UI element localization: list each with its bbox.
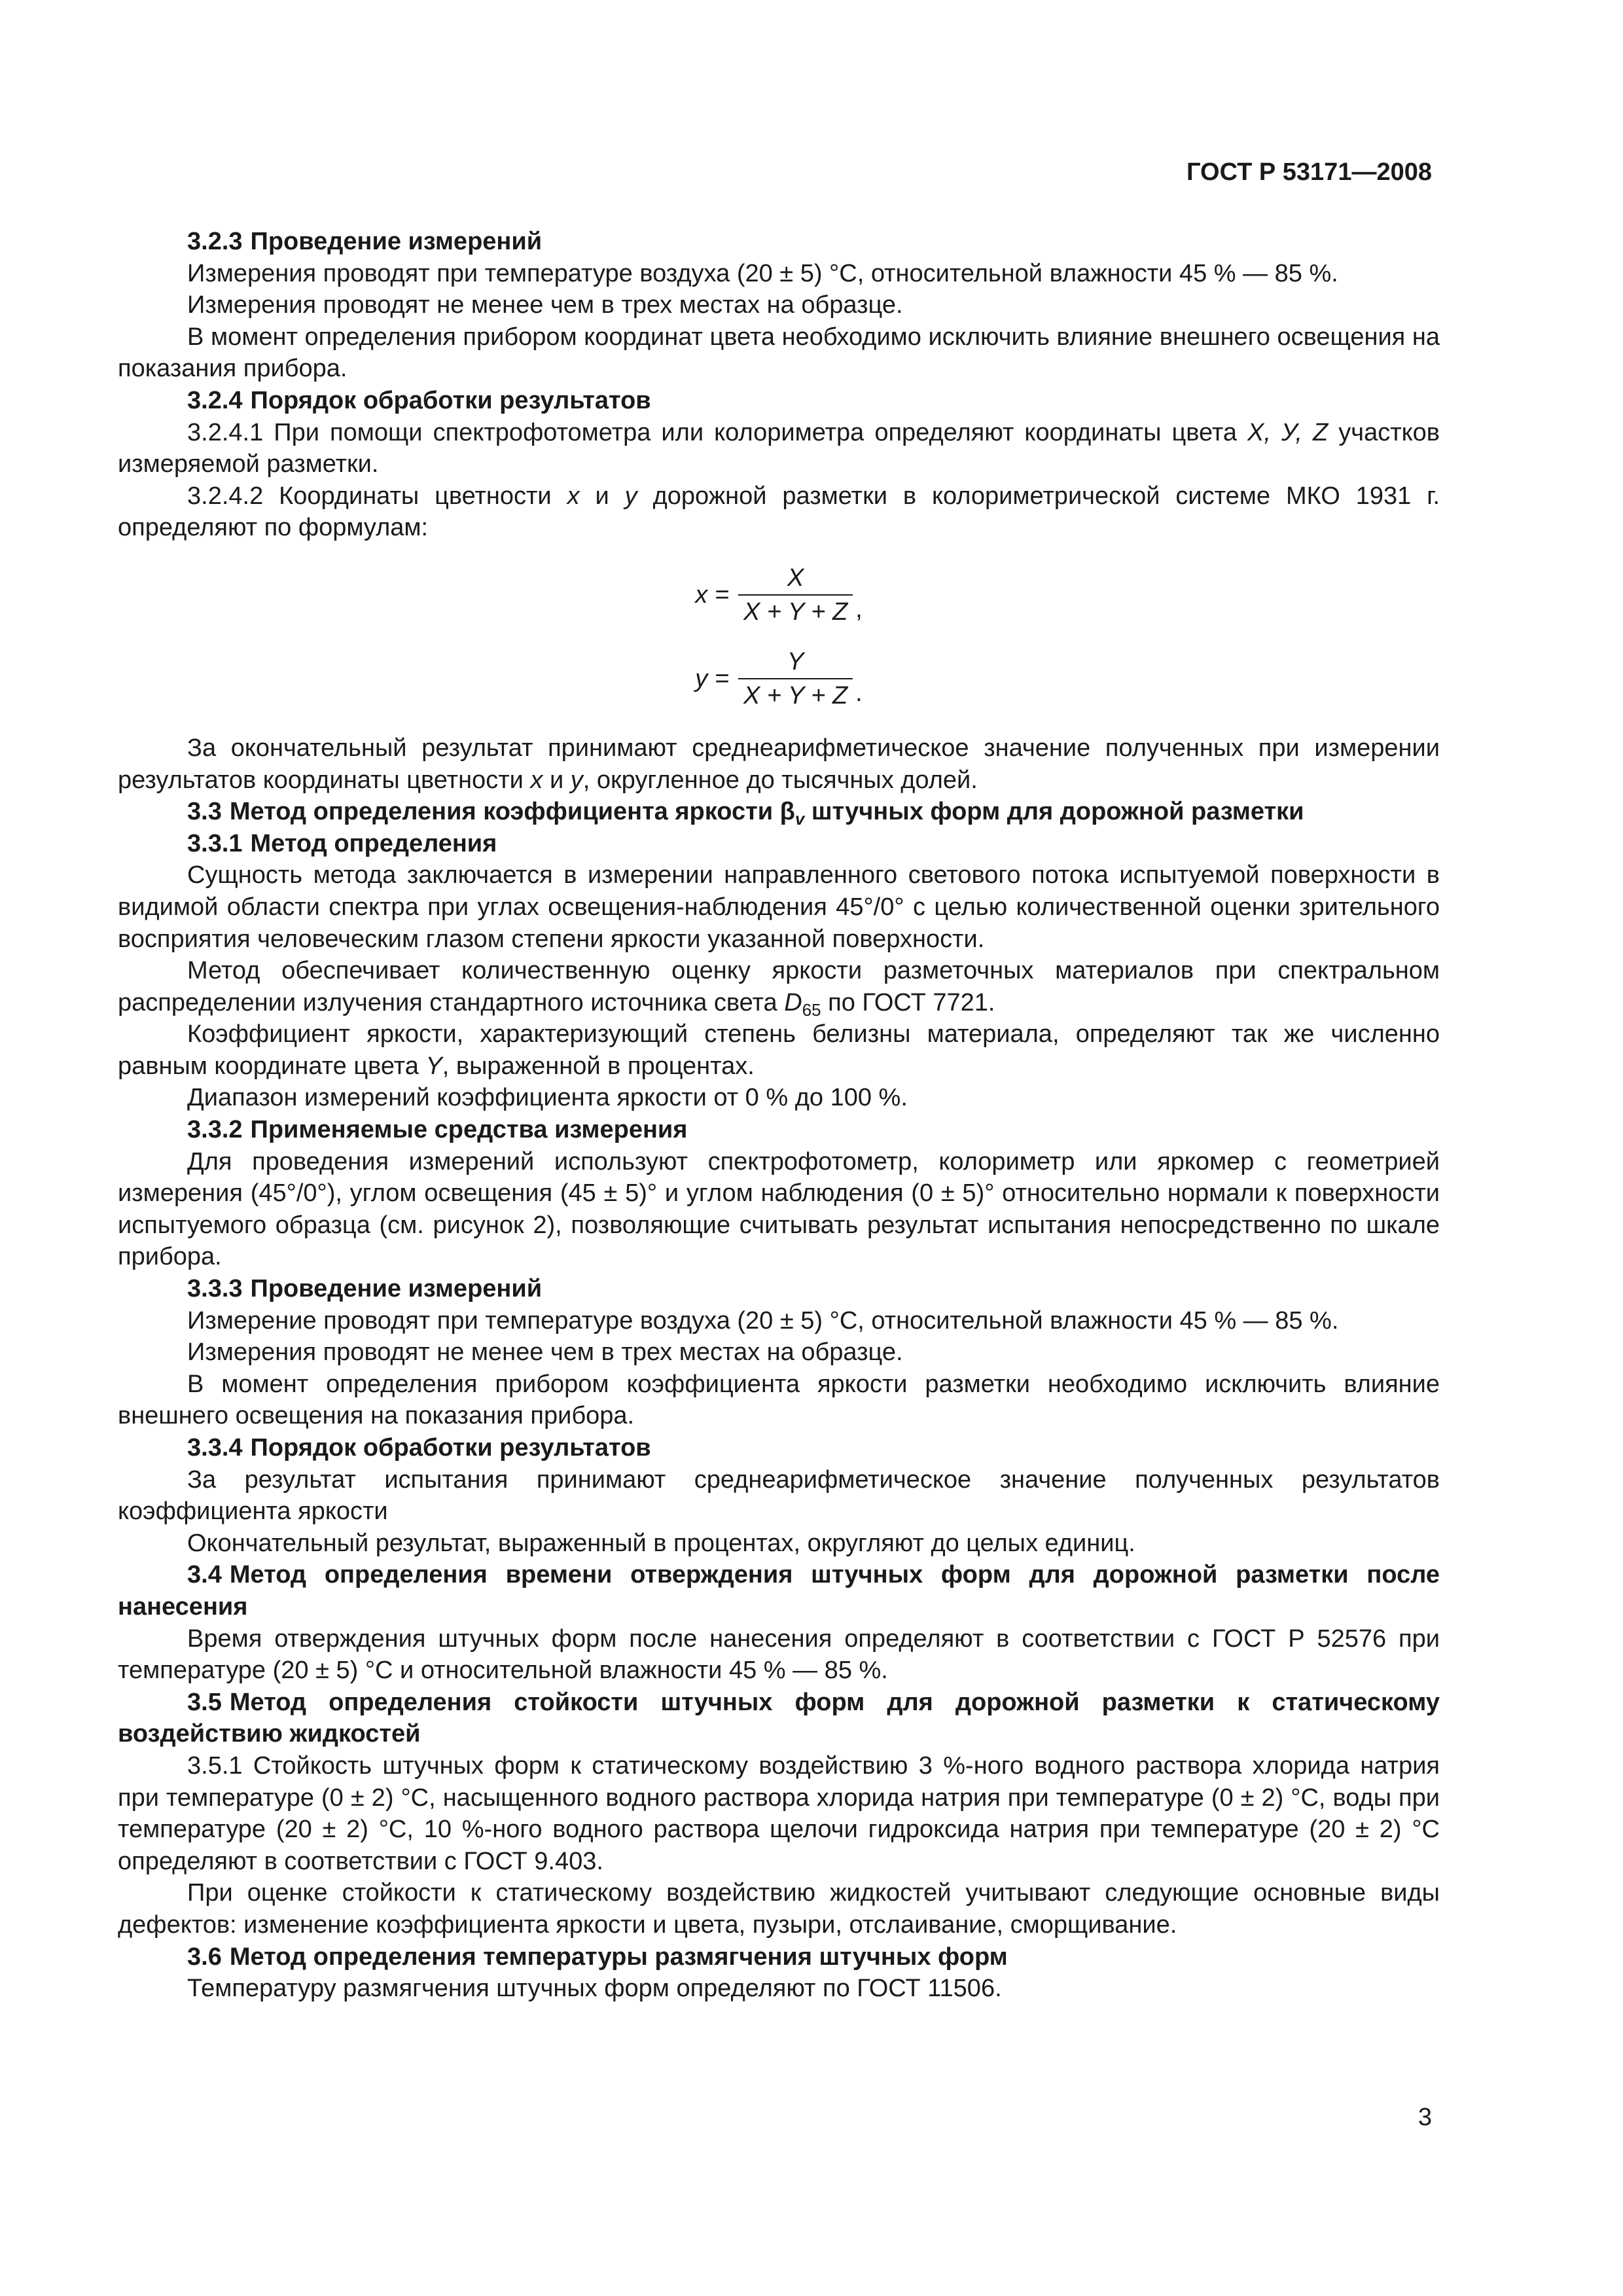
section-title: Метод определения стойкости штучных форм для дорожной разметки к статическому воздействию жидкостей	[118, 1688, 1440, 1748]
formula	[118, 637, 1440, 721]
paragraph: Измерения проводят не менее чем в трех местах на образце.	[187, 1338, 903, 1367]
formula-lhs: x =	[695, 581, 730, 609]
section-heading	[118, 1273, 1440, 1305]
paragraph: Температуру размягчения штучных форм определяют по ГОСТ 11506.	[187, 1975, 1002, 2003]
fraction-denominator: X + Y + Z	[738, 594, 853, 628]
section-title: Метод определения времени отверждения штучных форм для дорожной разметки после нанесения	[118, 1561, 1440, 1621]
fraction	[738, 645, 853, 712]
paragraph: Измерение проводят при температуре воздуха (20 ± 5) °С, относительной влажности 45 % — 85 %.	[187, 1306, 1339, 1335]
formula-block	[118, 553, 1440, 721]
section-number: 3.3.2	[187, 1116, 243, 1144]
paragraph: За окончательный результат принимают среднеарифметическое значение полученных при измерении результатов координаты цветности x и y, округленное до тысячных долей.	[118, 734, 1440, 794]
paragraph: Окончательный результат, выраженный в процентах, округляют до целых единиц.	[187, 1529, 1135, 1557]
section-heading	[118, 1114, 1440, 1146]
fraction	[738, 562, 853, 628]
section-heading	[118, 796, 1440, 828]
paragraph: Время отверждения штучных форм после нанесения определяют в соответствии с ГОСТ Р 52576 при температуре (20 ± 5) °С и относительной влажности 45 % — 85 %.	[118, 1624, 1440, 1685]
paragraph: При оценке стойкости к статическому воздействию жидкостей учитывают следующие основные виды дефектов: изменение коэффициента яркости и цвета, пузыри, отслаивание, сморщивание.	[118, 1879, 1440, 1939]
section-number: 3.2.3	[187, 228, 243, 255]
section-title: Проведение измерений	[250, 1275, 543, 1303]
section-title: Метод определения температуры размягчения штучных форм	[229, 1943, 1008, 1971]
paragraph: Коэффициент яркости, характеризующий степень белизны материала, определяют так же численно равным координате цвета Y, выраженной в процентах.	[118, 1020, 1440, 1080]
paragraph: 3.2.4.2 Координаты цветности x и y дорожной разметки в колориметрической системе МКО 1931 г. определяют по формулам:	[118, 482, 1440, 542]
section-title: Порядок обработки результатов	[250, 1434, 651, 1462]
fraction-numerator: X	[787, 564, 804, 592]
fraction-denominator: X + Y + Z	[738, 678, 853, 712]
document-body	[118, 226, 1440, 2005]
paragraph: 3.2.4.1 При помощи спектрофотометра или колориметра определяют координаты цвета X, У, Z участков измеряемой разметки.	[118, 418, 1440, 478]
section-title: Порядок обработки результатов	[250, 386, 651, 414]
paragraph: 3.5.1 Стойкость штучных форм к статическому воздействию 3 %-ного водного раствора хлорида натрия при температуре (0 ± 2) °С, насыщенного водного раствора хлорида натрия при температуре (0 ± 2) °С, воды при температуре (20 ± 2) °С, 10 %-ного водного раствора щелочи гидроксида натрия при температуре (20 ± 2) °С определяют в соответствии с ГОСТ 9.403.	[118, 1751, 1440, 1875]
section-number: 3.3.1	[187, 829, 243, 857]
paragraph: Измерения проводят не менее чем в трех местах на образце.	[187, 291, 903, 319]
page-number: 3	[1418, 2104, 1432, 2131]
section-number: 3.4	[187, 1561, 222, 1589]
section-number: 3.3.4	[187, 1434, 243, 1462]
document-header: ГОСТ Р 53171—2008	[1186, 158, 1432, 186]
paragraph: Метод обеспечивает количественную оценку яркости разметочных материалов при спектральном распределении излучения стандартного источника света $D_{65}$ по ГОСТ 7721.	[118, 957, 1440, 1020]
section-title: Метод определения коэффициента яркости $\beta_v$ штучных форм для дорожной разметки	[229, 798, 1304, 829]
formula-punctuation: .	[855, 679, 863, 707]
formula-lhs: y =	[695, 664, 730, 692]
section-number: 3.6	[187, 1943, 222, 1971]
section-title: Проведение измерений	[250, 228, 543, 255]
formula-punctuation: ,	[855, 595, 863, 623]
fraction-numerator: Y	[787, 647, 804, 675]
section-title: Метод определения	[250, 829, 497, 857]
section-heading	[118, 828, 1440, 860]
section-heading	[118, 1432, 1440, 1464]
section-number: 3.5	[187, 1688, 222, 1716]
paragraph: В момент определения прибором коэффициента яркости разметки необходимо исключить влияние внешнего освещения на показания прибора.	[118, 1370, 1440, 1430]
section-heading	[118, 1559, 1440, 1623]
paragraph: Измерения проводят при температуре воздуха (20 ± 5) °С, относительной влажности 45 % — 85 %.	[187, 259, 1338, 287]
paragraph: В момент определения прибором координат цвета необходимо исключить влияние внешнего освещения на показания прибора.	[118, 323, 1440, 383]
paragraph: За результат испытания принимают среднеарифметическое значение полученных результатов коэффициента яркости	[118, 1465, 1440, 1526]
section-heading	[118, 385, 1440, 417]
formula	[118, 553, 1440, 637]
section-heading	[118, 1687, 1440, 1750]
paragraph: Диапазон измерений коэффициента яркости от 0 % до 100 %.	[187, 1084, 908, 1112]
section-title: Применяемые средства измерения	[250, 1116, 688, 1144]
paragraph: Для проведения измерений используют спектрофотометр, колориметр или яркомер с геометрией измерения (45°/0°), углом освещения (45 ± 5)° и углом наблюдения (0 ± 5)° относительно нормали к поверхности испытуемого образца (см. рисунок 2), позволяющие считывать результат испытания непосредственно по шкале прибора.	[118, 1147, 1440, 1271]
section-number: 3.3	[187, 798, 222, 826]
section-number: 3.3.3	[187, 1275, 243, 1303]
section-heading	[118, 1941, 1440, 1973]
section-number: 3.2.4	[187, 386, 243, 414]
paragraph: Сущность метода заключается в измерении направленного светового потока испытуемой поверхности в видимой области спектра при углах освещения-наблюдения 45°/0° с целью количественной оценки зрительного восприятия человеческим глазом степени яркости указанной поверхности.	[118, 861, 1440, 953]
section-heading	[118, 226, 1440, 258]
